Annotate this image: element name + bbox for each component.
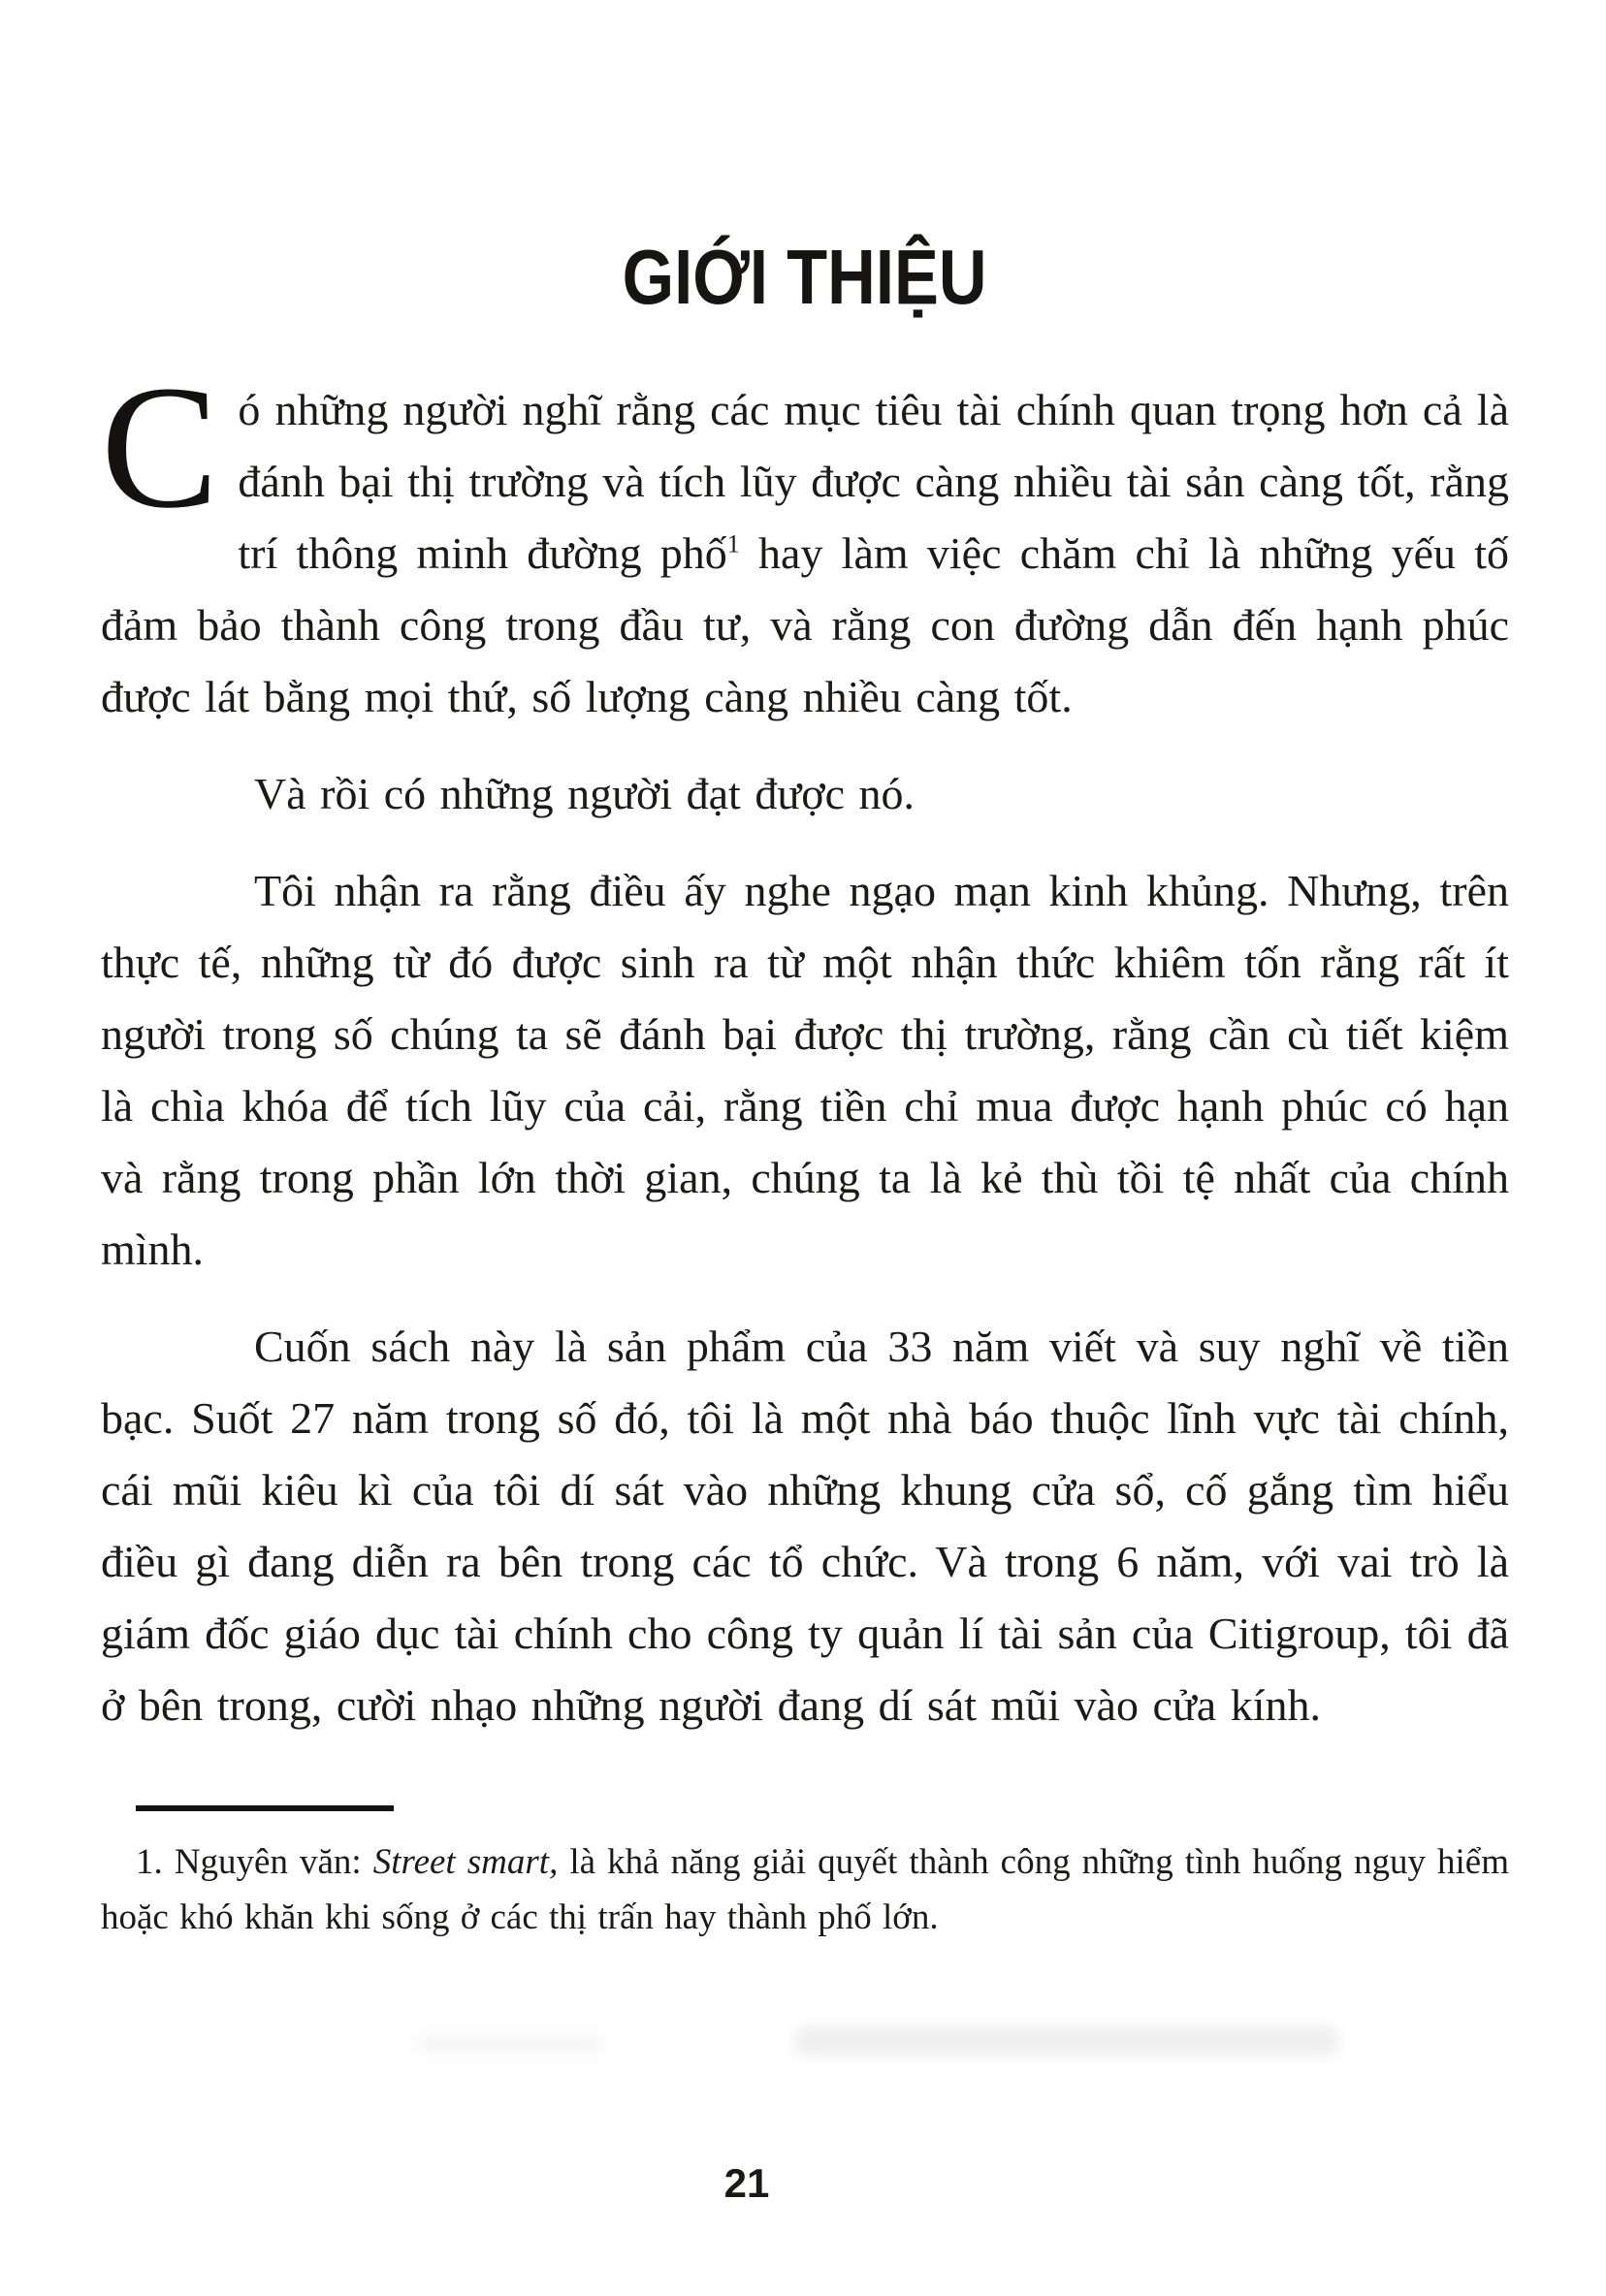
body-text	[101, 350, 1509, 1741]
page-number: 21	[723, 2160, 770, 2206]
footnote-separator-rule	[136, 1805, 394, 1811]
footnote-ref-marker: 1	[726, 529, 740, 558]
paragraph-3: Tôi nhận ra rằng điều ấy nghe ngạo mạn kinh khủng. Nhưng, trên thực tế, những từ đó được sinh ra từ một nhận thức khiêm tốn rằng rất ít người trong số chúng ta sẽ đánh bại được thị trường, rằng cần cù tiết kiệm là chìa khóa để tích lũy của cải, rằng tiền chỉ mua được hạnh phúc có hạn và rằng trong phần lớn thời gian, chúng ta là kẻ thù tồi tệ nhất của chính mình.	[101, 866, 1509, 1274]
paragraph-2: Và rồi có những người đạt được nó.	[254, 769, 915, 818]
paragraph-4: Cuốn sách này là sản phẩm của 33 năm viết và suy nghĩ về tiền bạc. Suốt 27 năm trong số đó, tôi là một nhà báo thuộc lĩnh vực tài chính, cái mũi kiêu kì của tôi dí sát vào những khung cửa sổ, cố gắng tìm hiểu điều gì đang diễn ra bên trong các tổ chức. Và trong 6 năm, với vai trò là giám đốc giáo dục tài chính cho công ty quản lí tài sản của Citigroup, tôi đã ở bên trong, cười nhạo những người đang dí sát mũi vào cửa kính.	[101, 1322, 1509, 1730]
scan-showthrough-smudge	[795, 2026, 1338, 2056]
dropcap-letter: C	[101, 350, 219, 545]
footnote-marker: 1.	[136, 1842, 175, 1882]
chapter-title	[101, 233, 1509, 322]
scan-showthrough-smudge	[417, 2034, 601, 2054]
footnote-term-italic: Street smart,	[372, 1842, 559, 1882]
footnote-text: là khả năng giải quyết thành công những tình huống nguy hiểm hoặc khó khăn khi sống ở các thị trấn hay thành phố lớn.	[101, 1842, 1509, 1937]
paragraph-1-text-before-footnote-ref: ó những người nghĩ rằng các mục tiêu tài chính quan trọng hơn cả là đánh bại thị trường và tích lũy được càng nhiều tài sản càng tốt, rằng trí thông minh đường phố	[238, 385, 1509, 578]
footnote	[101, 1834, 1509, 1945]
paragraph-1	[101, 350, 1509, 733]
paragraph-1-text-after-footnote-ref: hay làm việc chăm chỉ là những yếu tố đảm bảo thành công trong đầu tư, và rằng con đường dẫn đến hạnh phúc được lát bằng mọi thứ, số lượng càng nhiều càng tốt.	[101, 528, 1509, 721]
footnote-label: Nguyên văn:	[174, 1842, 373, 1882]
chapter-title-text: GIỚI THIỆU	[623, 234, 987, 320]
